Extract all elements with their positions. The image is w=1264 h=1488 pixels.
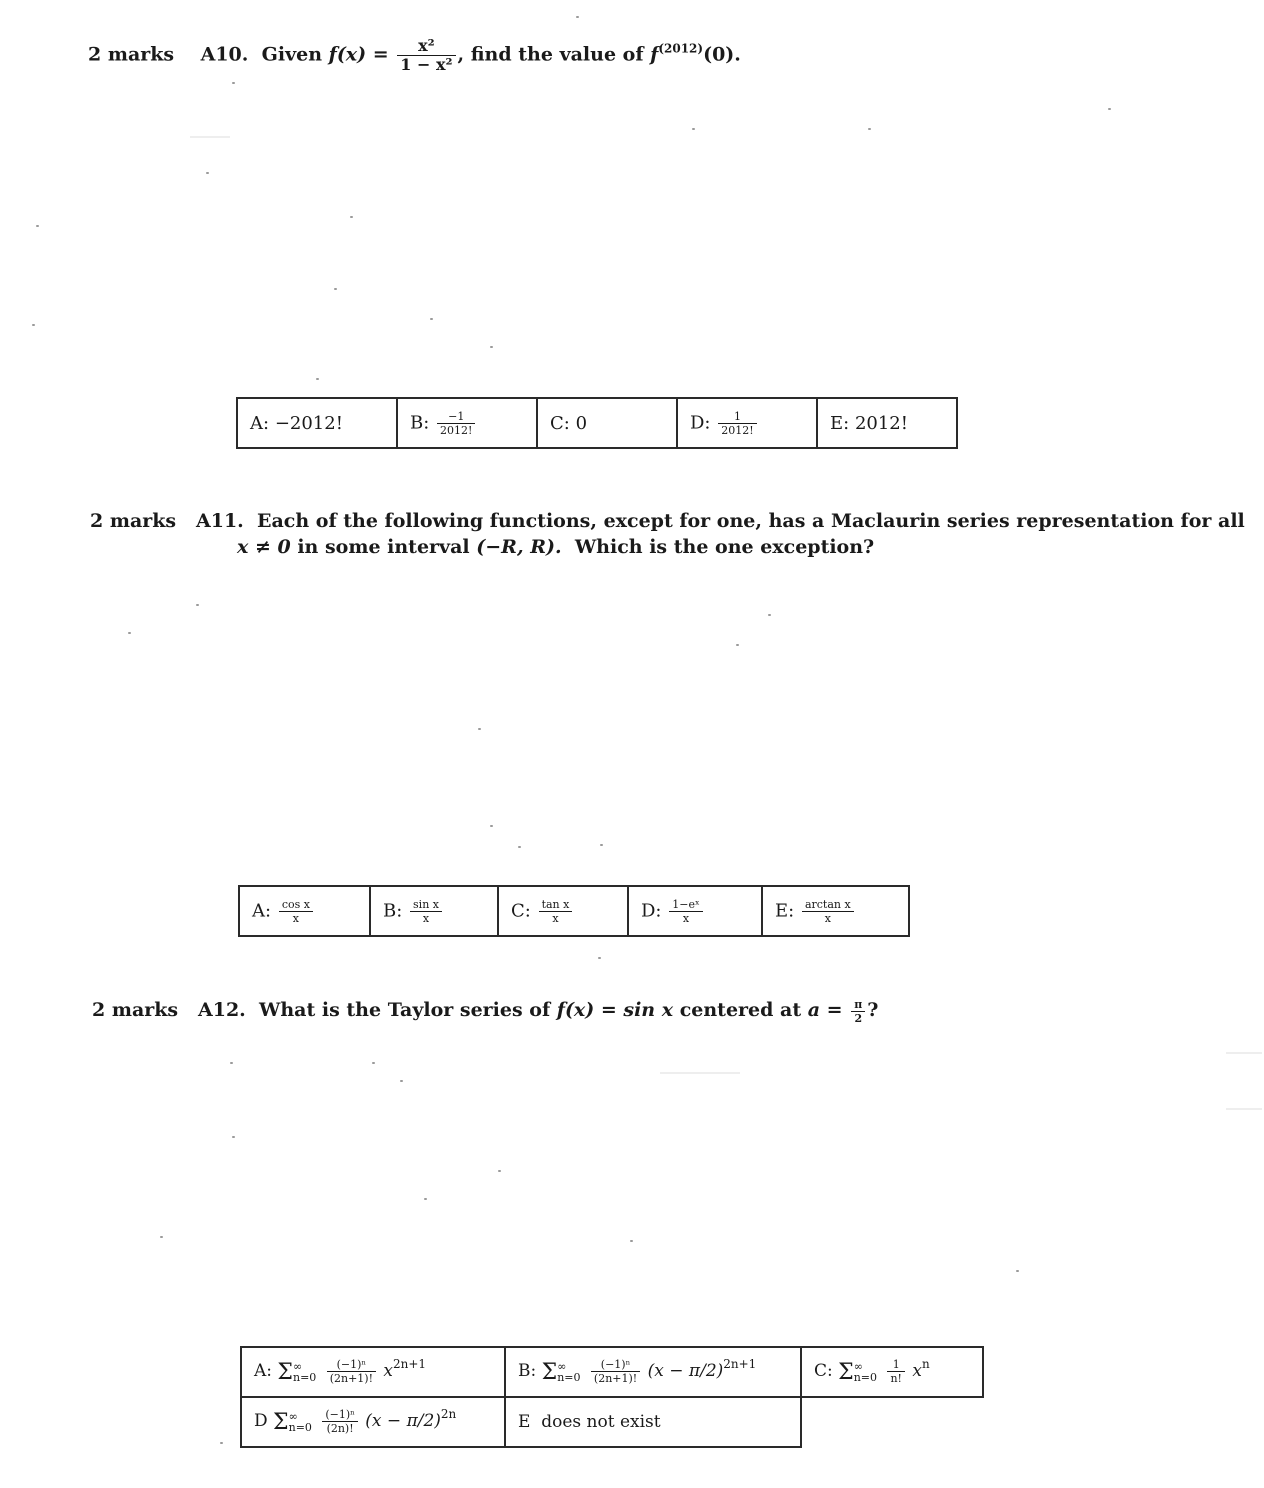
- choice-fraction: [410, 899, 442, 924]
- choice-b[interactable]: [370, 886, 498, 936]
- fraction-denominator: 2012!: [721, 423, 754, 437]
- choice-b[interactable]: [505, 1347, 801, 1397]
- question-a11-line2: [237, 535, 874, 559]
- choice-label: C:: [550, 412, 570, 434]
- choice-e[interactable]: [762, 886, 909, 936]
- scan-streak: [660, 1072, 740, 1074]
- choice-value: 2012!: [854, 412, 908, 434]
- choice-fraction: [669, 899, 702, 924]
- fraction-numerator: cos x: [279, 899, 313, 912]
- fraction-denominator: (2n)!: [326, 1422, 354, 1435]
- scan-speck: [316, 378, 319, 380]
- scan-speck: [518, 846, 521, 848]
- scan-speck: [230, 1062, 233, 1064]
- center-lhs: a =: [807, 999, 843, 1021]
- choice-c[interactable]: [801, 1347, 983, 1397]
- fraction-denominator: 2: [854, 1011, 863, 1025]
- scan-streak: [1226, 1052, 1262, 1054]
- sum-upper: ∞: [557, 1359, 567, 1373]
- sum-limits: [557, 1361, 580, 1383]
- choice-e[interactable]: [817, 398, 957, 448]
- scan-speck: [334, 288, 337, 290]
- fraction-numerator: π: [851, 999, 865, 1012]
- choice-d[interactable]: [628, 886, 762, 936]
- choice-value: −2012!: [274, 412, 343, 434]
- term-exponent: 2n: [440, 1407, 457, 1421]
- sum-limits: [293, 1361, 316, 1383]
- term-fraction: [887, 1359, 905, 1384]
- choice-label: A:: [250, 412, 270, 434]
- term-fraction: [327, 1359, 376, 1384]
- choice-e[interactable]: [505, 1397, 801, 1447]
- choice-fraction: [718, 411, 756, 436]
- sum-lower: n=0: [557, 1370, 581, 1384]
- question-number: A11.: [195, 510, 244, 532]
- term-fraction: [591, 1359, 640, 1384]
- question-a10: [88, 38, 741, 73]
- scan-speck: [1108, 108, 1111, 110]
- scan-speck: [430, 318, 433, 320]
- fraction-numerator: arctan x: [802, 899, 854, 912]
- scan-speck: [206, 172, 209, 174]
- sum-lower: n=0: [292, 1370, 317, 1384]
- choice-c[interactable]: [537, 398, 677, 448]
- fraction-denominator: (2n+1)!: [329, 1372, 374, 1385]
- fraction-numerator: 1: [887, 1359, 905, 1372]
- center-fraction: [851, 999, 865, 1024]
- term-base: (x − π/2): [647, 1361, 724, 1381]
- choice-label: B:: [518, 1361, 537, 1381]
- scan-speck: [128, 632, 131, 634]
- choice-fraction: [437, 411, 475, 436]
- fraction-numerator: 1−eˣ: [669, 899, 702, 912]
- scan-speck: [576, 16, 579, 18]
- fraction-denominator: x: [824, 911, 831, 925]
- question-text: ?: [867, 999, 879, 1021]
- choice-a[interactable]: [239, 886, 370, 936]
- scan-speck: [220, 1442, 223, 1444]
- derivative-arg: (0).: [703, 43, 741, 66]
- derivative-order: (2012): [658, 41, 704, 56]
- choice-fraction: [539, 899, 573, 924]
- choice-label: A:: [254, 1361, 273, 1381]
- question-text: in some interval: [297, 536, 470, 558]
- question-text: What is the Taylor series of: [259, 999, 551, 1021]
- choice-value: 0: [575, 412, 588, 434]
- answer-table-a11: [238, 885, 910, 937]
- scan-speck: [490, 825, 493, 827]
- choice-label: C:: [814, 1361, 833, 1381]
- answer-table-a12: [240, 1346, 984, 1448]
- scan-speck: [350, 216, 353, 218]
- scan-speck: [372, 1062, 375, 1064]
- choice-a[interactable]: [237, 398, 397, 448]
- scan-speck: [400, 1080, 403, 1082]
- term-exponent: 2n+1: [723, 1357, 757, 1371]
- scan-speck: [36, 225, 39, 227]
- choice-label: B:: [410, 412, 430, 433]
- fraction-denominator: x: [292, 911, 299, 925]
- scan-speck: [692, 128, 695, 130]
- sigma-symbol: Σ: [277, 1360, 293, 1385]
- sigma-symbol: Σ: [273, 1410, 289, 1435]
- scan-streak: [1226, 1108, 1262, 1110]
- choice-label: E:: [830, 412, 850, 434]
- fraction-numerator: tan x: [539, 899, 573, 912]
- sigma-symbol: Σ: [838, 1360, 854, 1385]
- choice-label: B:: [383, 900, 403, 921]
- marks-label: 2 marks: [88, 43, 175, 66]
- function-lhs: f(x) =: [328, 43, 389, 66]
- question-text: Given: [261, 43, 323, 66]
- scan-speck: [478, 728, 481, 730]
- question-number: A12.: [197, 999, 246, 1021]
- term-base: x: [912, 1361, 922, 1381]
- choice-label: D:: [641, 900, 662, 921]
- term-exponent: 2n+1: [393, 1357, 427, 1371]
- sigma-symbol: Σ: [541, 1360, 558, 1385]
- empty-cell: [801, 1397, 983, 1447]
- fraction-denominator: 1 − x²: [400, 55, 453, 74]
- fraction-numerator: (−1)ⁿ: [327, 1359, 376, 1372]
- sum-upper: ∞: [292, 1359, 303, 1373]
- scan-speck: [736, 644, 739, 646]
- fraction-denominator: x: [682, 911, 690, 925]
- function-fraction: [397, 38, 455, 73]
- sum-upper: ∞: [853, 1359, 863, 1373]
- fraction-numerator: (−1)ⁿ: [322, 1409, 358, 1422]
- fraction-denominator: (2n+1)!: [593, 1372, 638, 1385]
- choice-b[interactable]: [397, 398, 537, 448]
- scan-streak: [190, 136, 230, 138]
- fraction-numerator: sin x: [410, 899, 442, 912]
- fraction-denominator: 2012!: [440, 423, 473, 437]
- derivative-base: f: [650, 43, 659, 66]
- question-number: A10.: [200, 43, 249, 66]
- fraction-numerator: x²: [397, 38, 455, 56]
- scan-speck: [490, 346, 493, 348]
- choice-label: D: [254, 1411, 268, 1431]
- scan-speck: [160, 1236, 163, 1238]
- choice-fraction: [279, 899, 313, 924]
- term-base: x: [383, 1361, 394, 1381]
- scan-speck: [232, 1136, 235, 1138]
- choice-label: A:: [252, 900, 272, 921]
- scan-speck: [868, 128, 871, 130]
- scan-speck: [32, 324, 35, 326]
- sum-limits: [854, 1361, 877, 1383]
- question-text: Each of the following functions, except for one, has a Maclaurin series representation for all: [257, 510, 1245, 532]
- choice-value: does not exist: [541, 1412, 661, 1432]
- question-a11: [90, 509, 1245, 533]
- interval: (−R, R).: [476, 536, 562, 558]
- question-text: Which is the one exception?: [574, 536, 875, 558]
- scan-speck: [232, 82, 235, 84]
- choice-a[interactable]: [241, 1347, 505, 1397]
- sum-upper: ∞: [288, 1409, 298, 1423]
- fraction-denominator: n!: [890, 1372, 902, 1385]
- fraction-numerator: (−1)ⁿ: [591, 1359, 640, 1372]
- scan-speck: [1016, 1270, 1019, 1272]
- term-exponent: n: [921, 1357, 930, 1371]
- term-fraction: [322, 1409, 358, 1434]
- choice-d[interactable]: [677, 398, 817, 448]
- scan-speck: [768, 614, 771, 616]
- choice-label: D:: [690, 412, 711, 433]
- sum-lower: n=0: [288, 1420, 312, 1434]
- scan-speck: [598, 957, 601, 959]
- choice-d[interactable]: [241, 1397, 505, 1447]
- scan-speck: [600, 844, 603, 846]
- choice-c[interactable]: [498, 886, 628, 936]
- choice-label: C:: [511, 900, 531, 921]
- question-a12: [92, 998, 878, 1024]
- fraction-numerator: −1: [437, 411, 475, 424]
- question-text: , find the value of: [457, 43, 644, 66]
- question-text: centered at: [679, 999, 802, 1021]
- scan-speck: [196, 604, 199, 606]
- answer-table-a10: [236, 397, 958, 449]
- marks-label: 2 marks: [90, 510, 177, 532]
- marks-label: 2 marks: [92, 999, 179, 1021]
- fraction-denominator: x: [422, 911, 430, 925]
- function: f(x) = sin x: [556, 999, 674, 1021]
- choice-label: E:: [775, 900, 795, 921]
- scan-speck: [630, 1240, 633, 1242]
- condition: x ≠ 0: [237, 536, 291, 558]
- term-base: (x − π/2): [365, 1411, 441, 1431]
- sum-lower: n=0: [853, 1370, 878, 1384]
- scan-speck: [498, 1170, 501, 1172]
- choice-label: E: [518, 1412, 531, 1432]
- scan-speck: [424, 1198, 427, 1200]
- choice-fraction: [802, 899, 854, 924]
- sum-limits: [289, 1411, 312, 1433]
- fraction-numerator: 1: [718, 411, 756, 424]
- fraction-denominator: x: [552, 911, 559, 925]
